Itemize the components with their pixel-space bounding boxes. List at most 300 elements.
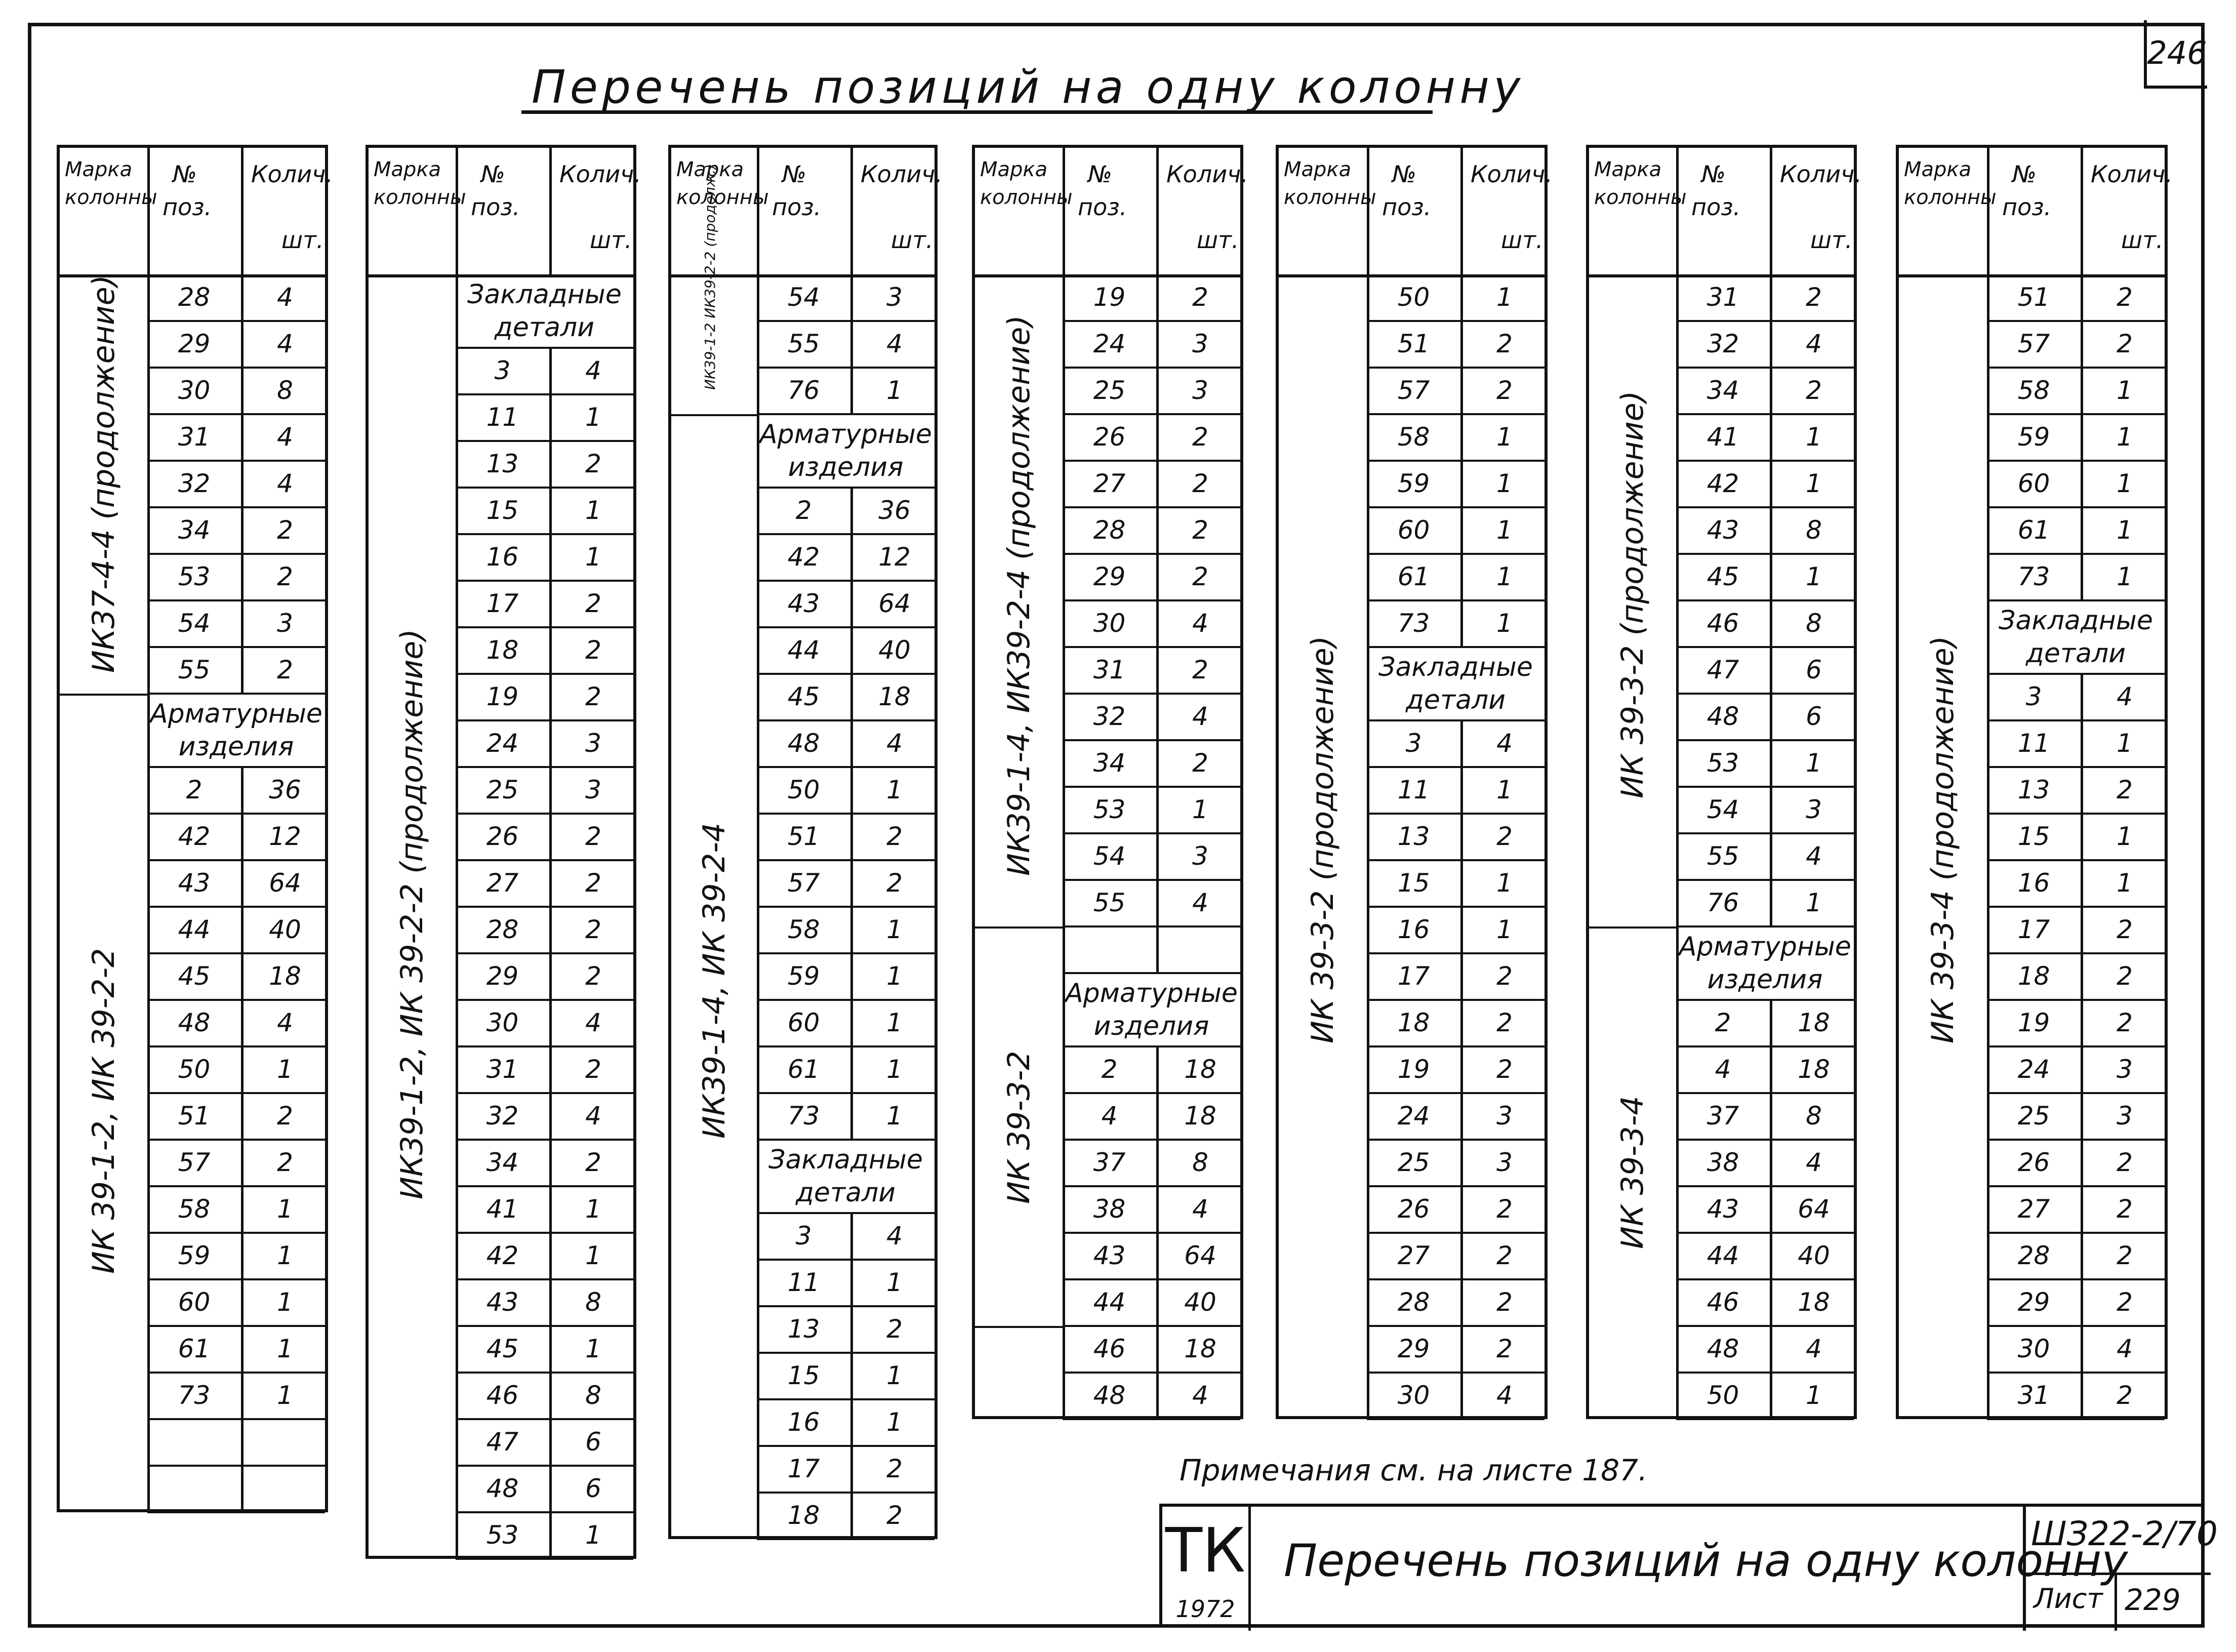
column-divider xyxy=(549,1512,552,1559)
pos-cell: 58 xyxy=(787,915,820,944)
pos-cell: 73 xyxy=(1397,609,1430,638)
column-divider xyxy=(1770,740,1772,787)
header-brand-text: колонны xyxy=(1284,186,1376,209)
column-divider xyxy=(241,554,243,600)
column-divider xyxy=(1770,1373,1772,1419)
row-divider xyxy=(1676,506,1854,508)
pos-cell: 29 xyxy=(2017,1287,2050,1317)
column-divider xyxy=(1987,148,1989,274)
sheet-label: Лист xyxy=(2034,1583,2103,1615)
pos-cell: 51 xyxy=(178,1101,211,1131)
column-divider xyxy=(2081,1373,2083,1419)
qty-cell: 2 xyxy=(2117,1241,2133,1270)
header-brand-text: колонны xyxy=(676,186,769,209)
column-divider xyxy=(1770,507,1772,554)
column-divider xyxy=(850,767,853,814)
qty-cell: 1 xyxy=(886,1008,903,1037)
column-mark: ИК 39-3-2 (продолжение) xyxy=(1305,635,1340,1043)
qty-cell: 2 xyxy=(2117,915,2133,944)
pos-cell: 18 xyxy=(787,1501,820,1530)
pos-cell: 61 xyxy=(178,1334,211,1363)
qty-cell: 2 xyxy=(2117,1381,2133,1410)
qty-cell: 2 xyxy=(1192,469,1208,498)
column-divider xyxy=(2081,368,2083,414)
pos-cell: 34 xyxy=(1706,376,1739,405)
qty-cell: 2 xyxy=(277,515,293,545)
column-mark: ИК 39-1-2, ИК 39-2-2 xyxy=(86,948,121,1274)
column-divider xyxy=(850,1399,853,1446)
pos-cell: 30 xyxy=(178,376,211,405)
column-divider xyxy=(241,814,243,860)
pos-cell: 26 xyxy=(1093,422,1126,452)
header-brand-text: Марка xyxy=(1904,158,1972,181)
header-pos-text: № xyxy=(1088,160,1112,188)
pos-cell: 11 xyxy=(787,1268,820,1297)
column-divider xyxy=(241,1093,243,1140)
qty-cell: 8 xyxy=(277,376,293,405)
row-divider xyxy=(1676,646,1854,648)
header-pos-text: № xyxy=(481,160,505,188)
row-divider xyxy=(1063,925,1240,928)
qty-cell: 1 xyxy=(2117,515,2133,545)
pos-cell: 15 xyxy=(787,1361,820,1390)
qty-cell: 40 xyxy=(878,635,911,665)
qty-cell: 4 xyxy=(1496,1381,1513,1410)
row-divider xyxy=(147,999,325,1001)
qty-cell: 1 xyxy=(1806,469,1822,498)
column-divider xyxy=(850,148,853,274)
row-divider xyxy=(1987,413,2165,415)
table-header xyxy=(369,148,641,277)
qty-cell: 2 xyxy=(2117,961,2133,991)
qty-cell: 1 xyxy=(2117,562,2133,591)
column-divider xyxy=(1460,1000,1463,1046)
pos-cell: 17 xyxy=(486,589,519,618)
pos-cell: 42 xyxy=(787,542,820,572)
column-divider xyxy=(549,1233,552,1279)
header-pos-text: № xyxy=(1701,160,1726,188)
column-divider xyxy=(1460,1279,1463,1326)
qty-cell: 4 xyxy=(585,356,601,385)
column-divider xyxy=(2081,1046,2083,1093)
stamp-code-box xyxy=(2023,1507,2218,1631)
row-divider xyxy=(757,719,934,721)
row-divider xyxy=(147,413,325,415)
column-divider xyxy=(1156,694,1159,740)
row-divider xyxy=(147,1232,325,1234)
stamp-divider xyxy=(2115,1573,2117,1631)
column-divider xyxy=(1770,1000,1772,1046)
pos-cell: 28 xyxy=(486,915,519,944)
qty-cell: 1 xyxy=(277,1287,293,1317)
section-label: Закладные xyxy=(1378,652,1533,682)
qty-cell: 1 xyxy=(886,1055,903,1084)
row-divider xyxy=(456,1418,633,1420)
pos-cell: 2 xyxy=(1715,1008,1731,1037)
pos-cell: 15 xyxy=(486,496,519,525)
row-divider xyxy=(147,1418,325,1420)
qty-cell: 3 xyxy=(585,775,601,804)
pos-cell: 30 xyxy=(1397,1381,1430,1410)
qty-cell: 2 xyxy=(1192,655,1208,684)
group-divider xyxy=(671,414,757,416)
row-divider xyxy=(456,999,633,1001)
qty-cell: 2 xyxy=(585,822,601,851)
qty-cell: 4 xyxy=(1806,1334,1822,1363)
header-brand xyxy=(1279,148,1376,274)
qty-cell: 2 xyxy=(2117,1287,2133,1317)
row-divider xyxy=(1676,599,1854,601)
qty-cell: 18 xyxy=(1184,1055,1216,1084)
column-divider xyxy=(2081,720,2083,767)
row-divider xyxy=(147,1465,325,1467)
qty-cell: 4 xyxy=(277,329,293,358)
row-divider xyxy=(1063,1185,1240,1187)
header-brand-text: Марка xyxy=(65,158,133,181)
qty-cell: 18 xyxy=(1798,1055,1830,1084)
column-divider xyxy=(1460,814,1463,860)
qty-cell: 4 xyxy=(277,469,293,498)
row-divider xyxy=(757,1445,934,1447)
row-divider xyxy=(456,673,633,675)
column-divider xyxy=(241,953,243,1000)
pos-cell: 48 xyxy=(1706,702,1739,731)
column-divider xyxy=(850,627,853,674)
row-divider xyxy=(1676,413,1854,415)
column-divider xyxy=(1770,880,1772,926)
header-qty-text: Колич. xyxy=(1471,160,1553,188)
table-header xyxy=(1589,148,1862,277)
row-divider xyxy=(1987,553,2165,555)
header-pos-text: поз. xyxy=(162,193,212,221)
pos-cell: 43 xyxy=(1706,515,1739,545)
qty-cell: 1 xyxy=(585,1520,601,1550)
column-divider xyxy=(850,814,853,860)
qty-cell: 1 xyxy=(277,1381,293,1410)
header-brand xyxy=(369,148,466,274)
pos-cell: 73 xyxy=(178,1381,211,1410)
pos-cell: 26 xyxy=(2017,1148,2050,1177)
qty-cell: 2 xyxy=(2117,283,2133,312)
row-divider xyxy=(757,1045,934,1047)
row-divider xyxy=(1367,1045,1544,1047)
column-divider xyxy=(2081,674,2083,720)
qty-cell: 2 xyxy=(1192,562,1208,591)
qty-cell: 2 xyxy=(1496,329,1513,358)
header-qty-text: шт. xyxy=(1501,226,1543,254)
column-mark: ИК 39-3-4 (продолжение) xyxy=(1925,635,1961,1043)
column-divider xyxy=(1460,554,1463,600)
pos-cell: 31 xyxy=(2017,1381,2050,1410)
column-divider xyxy=(549,1373,552,1419)
header-pos xyxy=(1063,148,1156,274)
column-divider xyxy=(850,1093,853,1140)
row-divider xyxy=(147,859,325,861)
pos-cell: 16 xyxy=(2017,868,2050,898)
column-divider xyxy=(241,368,243,414)
qty-cell: 2 xyxy=(1496,1008,1513,1037)
qty-cell: 1 xyxy=(1806,1381,1822,1410)
column-divider xyxy=(1156,1279,1159,1326)
row-divider xyxy=(147,367,325,369)
sheet-number: 246 xyxy=(2144,20,2207,89)
header-pos-text: № xyxy=(173,160,197,188)
pos-cell: 48 xyxy=(486,1474,519,1503)
row-divider xyxy=(757,673,934,675)
pos-cell: 32 xyxy=(486,1101,519,1131)
pos-cell: 61 xyxy=(787,1055,820,1084)
column-divider xyxy=(549,767,552,814)
column-divider xyxy=(1063,148,1065,274)
column-divider xyxy=(1770,1326,1772,1373)
qty-cell: 18 xyxy=(1798,1287,1830,1317)
qty-cell: 4 xyxy=(1192,1381,1208,1410)
row-divider xyxy=(456,1511,633,1513)
pos-cell: 58 xyxy=(2017,376,2050,405)
group-divider xyxy=(60,694,147,696)
column-divider xyxy=(2081,461,2083,507)
row-divider xyxy=(1063,460,1240,462)
column-divider xyxy=(241,274,243,321)
qty-cell: 1 xyxy=(886,775,903,804)
column-divider xyxy=(549,1466,552,1512)
row-divider xyxy=(1367,553,1544,555)
pos-cell: 44 xyxy=(1093,1287,1126,1317)
pos-cell: 29 xyxy=(486,961,519,991)
pos-cell: 59 xyxy=(787,961,820,991)
pos-cell: 31 xyxy=(1706,283,1739,312)
qty-cell: 1 xyxy=(886,1268,903,1297)
pos-cell: 61 xyxy=(2017,515,2050,545)
qty-cell: 1 xyxy=(886,1101,903,1131)
row-divider xyxy=(456,626,633,628)
column-divider xyxy=(549,534,552,581)
column-divider xyxy=(2081,1186,2083,1233)
column-divider xyxy=(1156,554,1159,600)
row-divider xyxy=(1367,506,1544,508)
column-mark: ИК 39-3-2 xyxy=(1001,1050,1037,1204)
qty-cell: 1 xyxy=(1806,888,1822,917)
pos-cell: 38 xyxy=(1706,1148,1739,1177)
qty-cell: 2 xyxy=(585,868,601,898)
pos-cell: 43 xyxy=(486,1287,519,1317)
column-divider xyxy=(1460,274,1463,321)
column-divider xyxy=(549,148,552,274)
pos-cell: 29 xyxy=(1397,1334,1430,1363)
group-divider xyxy=(975,1326,1063,1328)
pos-cell: 34 xyxy=(1093,748,1126,778)
pos-cell: 42 xyxy=(1706,469,1739,498)
column-divider xyxy=(1156,880,1159,926)
qty-cell: 6 xyxy=(585,1427,601,1457)
pos-cell: 59 xyxy=(1397,469,1430,498)
row-divider xyxy=(1367,1232,1544,1234)
pos-cell: 57 xyxy=(1397,376,1430,405)
column-divider xyxy=(1460,507,1463,554)
row-divider xyxy=(757,1305,934,1307)
qty-cell: 2 xyxy=(2117,775,2133,804)
column-divider xyxy=(1460,321,1463,368)
pos-cell: 18 xyxy=(2017,961,2050,991)
column-divider xyxy=(549,953,552,1000)
series-code: ШЗ22-2/70 xyxy=(2031,1514,2218,1553)
row-divider xyxy=(147,1139,325,1141)
column-divider xyxy=(549,1279,552,1326)
row-divider xyxy=(1367,320,1544,322)
column-divider xyxy=(241,860,243,907)
header-qty-text: шт. xyxy=(1810,226,1853,254)
row-divider xyxy=(1063,413,1240,415)
qty-cell: 40 xyxy=(1798,1241,1830,1270)
column-divider xyxy=(549,627,552,674)
column-divider xyxy=(549,720,552,767)
row-divider xyxy=(456,1232,633,1234)
position-table xyxy=(972,145,1248,1419)
qty-cell: 2 xyxy=(886,822,903,851)
row-divider xyxy=(1063,646,1240,648)
qty-cell: 2 xyxy=(585,589,601,618)
qty-cell: 40 xyxy=(269,915,301,944)
column-divider xyxy=(2081,1093,2083,1140)
pos-cell: 26 xyxy=(1397,1194,1430,1224)
qty-cell: 2 xyxy=(1806,283,1822,312)
pos-cell: 48 xyxy=(787,729,820,758)
pos-cell: 47 xyxy=(1706,655,1739,684)
qty-cell: 64 xyxy=(878,589,911,618)
qty-cell: 3 xyxy=(2117,1055,2133,1084)
column-divider xyxy=(2081,1279,2083,1326)
pos-cell: 27 xyxy=(1397,1241,1430,1270)
column-divider xyxy=(1460,1233,1463,1279)
pos-cell: 37 xyxy=(1706,1101,1739,1131)
row-divider xyxy=(1987,719,2165,721)
row-divider xyxy=(456,393,633,395)
column-divider xyxy=(2081,321,2083,368)
column-divider xyxy=(1460,1326,1463,1373)
qty-cell: 8 xyxy=(1806,515,1822,545)
pos-cell: 3 xyxy=(2025,682,2042,711)
column-divider xyxy=(1460,907,1463,953)
column-divider xyxy=(1770,274,1772,321)
column-divider xyxy=(2081,907,2083,953)
row-divider xyxy=(1063,832,1240,834)
header-qty-text: Колич. xyxy=(1780,160,1862,188)
header-pos xyxy=(147,148,241,274)
header-brand-text: колонны xyxy=(980,186,1073,209)
column-divider xyxy=(1676,148,1679,274)
qty-cell: 2 xyxy=(1806,376,1822,405)
qty-cell: 2 xyxy=(1192,283,1208,312)
row-divider xyxy=(1676,999,1854,1001)
column-divider xyxy=(1460,767,1463,814)
column-divider xyxy=(2081,1326,2083,1373)
column-divider xyxy=(241,1466,243,1512)
column-divider xyxy=(850,1046,853,1093)
row-divider xyxy=(147,1045,325,1047)
column-mark: ИК39-1-4, ИК39-2-4 (продолжение) xyxy=(1001,315,1037,876)
row-divider xyxy=(456,1325,633,1327)
row-divider xyxy=(1987,952,2165,954)
column-divider xyxy=(241,321,243,368)
column-divider xyxy=(1770,600,1772,647)
row-divider xyxy=(1987,859,2165,861)
qty-cell: 4 xyxy=(1806,329,1822,358)
row-divider xyxy=(456,859,633,861)
qty-cell: 3 xyxy=(1806,795,1822,824)
row-divider xyxy=(1367,1278,1544,1280)
qty-cell: 1 xyxy=(2117,469,2133,498)
column-divider xyxy=(1460,860,1463,907)
column-divider xyxy=(850,1000,853,1046)
column-divider xyxy=(1460,1046,1463,1093)
row-divider xyxy=(147,506,325,508)
column-divider xyxy=(850,368,853,414)
section-label: детали xyxy=(494,312,595,343)
row-divider xyxy=(1063,320,1240,322)
column-divider xyxy=(2081,767,2083,814)
pos-cell: 30 xyxy=(486,1008,519,1037)
pos-cell: 61 xyxy=(1397,562,1430,591)
qty-cell: 2 xyxy=(1192,515,1208,545)
column-divider xyxy=(2081,274,2083,321)
section-label: Арматурные xyxy=(759,419,932,450)
section-label: Арматурные xyxy=(1065,978,1238,1009)
qty-cell: 2 xyxy=(886,868,903,898)
column-divider xyxy=(1156,1233,1159,1279)
column-divider xyxy=(1770,148,1772,274)
pos-cell: 13 xyxy=(486,449,519,478)
column-divider xyxy=(1770,787,1772,833)
pos-cell: 19 xyxy=(1093,283,1126,312)
row-divider xyxy=(1987,673,2165,675)
row-divider xyxy=(1063,972,1240,974)
header-brand-text: колонны xyxy=(374,186,466,209)
qty-cell: 1 xyxy=(277,1055,293,1084)
header-qty xyxy=(2081,148,2173,274)
pos-cell: 17 xyxy=(2017,915,2050,944)
pos-cell: 42 xyxy=(178,822,211,851)
column-divider xyxy=(2081,414,2083,461)
column-divider xyxy=(241,1419,243,1466)
pos-cell: 2 xyxy=(795,496,812,525)
pos-cell: 60 xyxy=(787,1008,820,1037)
pos-cell: 47 xyxy=(486,1427,519,1457)
column-divider xyxy=(2081,507,2083,554)
row-divider xyxy=(1367,859,1544,861)
column-divider xyxy=(1770,368,1772,414)
qty-cell: 1 xyxy=(585,1334,601,1363)
qty-cell: 2 xyxy=(1496,376,1513,405)
header-brand xyxy=(975,148,1073,274)
stamp-title: Перечень позиций на одну колонну xyxy=(1284,1535,2128,1587)
header-brand-text: колонны xyxy=(1904,186,1997,209)
row-divider xyxy=(1987,1372,2165,1374)
pos-cell: 54 xyxy=(1093,841,1126,871)
column-divider xyxy=(2081,814,2083,860)
column-divider xyxy=(850,953,853,1000)
header-pos xyxy=(456,148,549,274)
row-divider xyxy=(1987,813,2165,815)
row-divider xyxy=(1367,646,1544,648)
qty-cell: 6 xyxy=(1806,702,1822,731)
qty-cell: 1 xyxy=(886,1407,903,1437)
pos-cell: 28 xyxy=(178,283,211,312)
column-divider xyxy=(241,507,243,554)
row-divider xyxy=(147,1185,325,1187)
qty-cell: 1 xyxy=(1496,868,1513,898)
position-table xyxy=(1276,145,1553,1419)
qty-cell: 2 xyxy=(1192,748,1208,778)
